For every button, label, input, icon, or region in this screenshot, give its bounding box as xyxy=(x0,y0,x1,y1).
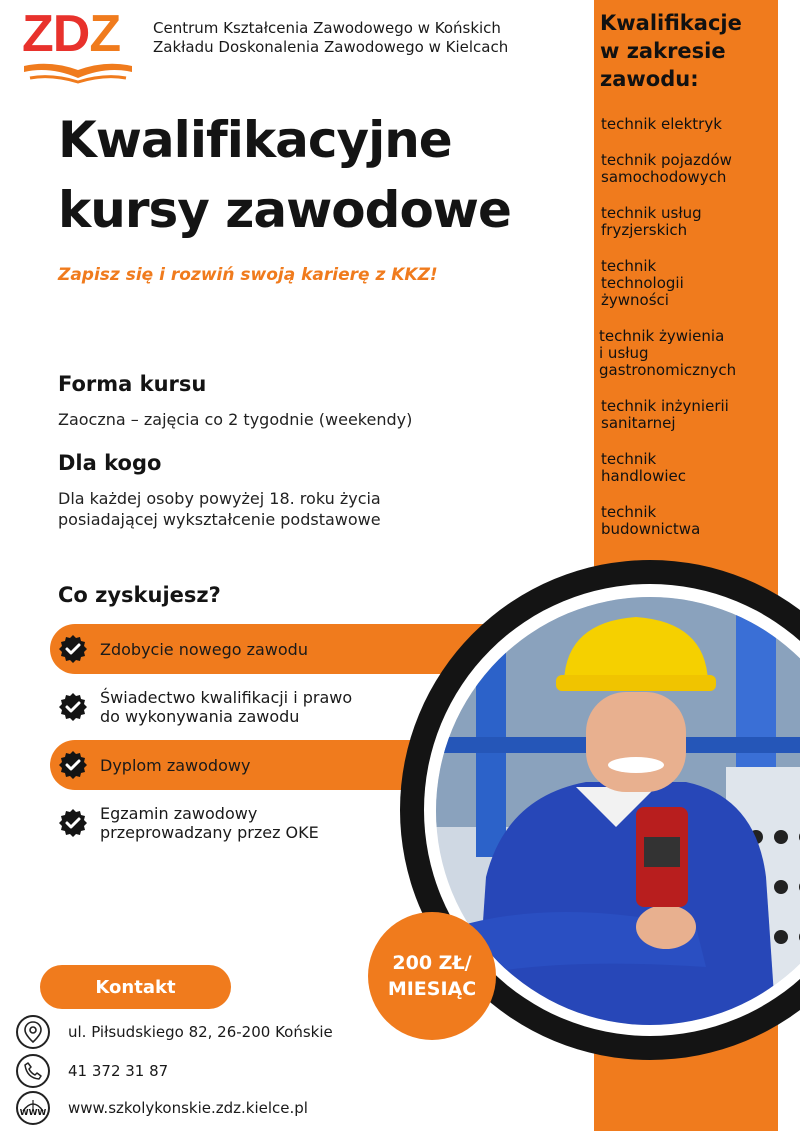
benefit-line: Zdobycie nowego zawodu xyxy=(100,639,308,659)
qualification-item: technik technologii żywności xyxy=(601,257,684,309)
benefit-line: do wykonywania zawodu xyxy=(100,707,300,726)
benefit-item xyxy=(50,740,410,790)
benefit-text xyxy=(100,640,308,659)
page-title xyxy=(58,105,511,245)
title-line-1: Kwalifikacyjne xyxy=(58,111,452,169)
qualification-item: technik żywienia i usług gastronomicznych xyxy=(599,327,737,379)
qualification-item: technik usług fryzjerskich xyxy=(601,204,702,239)
zdz-logo xyxy=(22,5,140,82)
forma-text: Zaoczna – zajęcia co 2 tygodnie (weekendy) xyxy=(58,410,413,429)
logo-text: ZDZ xyxy=(22,5,121,63)
benefits-heading: Co zyskujesz? xyxy=(58,583,221,607)
org-line-2: Zakładu Doskonalenia Zawodowego w Kielcach xyxy=(153,38,509,56)
www-icon-label: WWW xyxy=(19,1108,47,1117)
qualifications-title-line: zawodu: xyxy=(600,67,699,91)
benefit-line: Świadectwo kwalifikacji i prawo xyxy=(100,688,353,707)
price-badge xyxy=(368,912,496,1040)
qualifications-title xyxy=(600,9,780,93)
benefit-item xyxy=(50,798,450,848)
check-icon xyxy=(58,750,88,780)
dla-kogo-heading: Dla kogo xyxy=(58,451,162,475)
address-row xyxy=(16,1015,333,1049)
qualifications-title-line: w zakresie xyxy=(600,39,726,63)
tagline: Zapisz się i rozwiń swoją karierę z KKZ! xyxy=(58,265,438,285)
benefit-text xyxy=(100,804,319,842)
qualification-item: technik budownictwa xyxy=(601,503,701,538)
dla-kogo-text xyxy=(58,488,381,530)
qualification-item: technik handlowiec xyxy=(601,450,686,485)
location-pin-icon xyxy=(16,1015,50,1049)
org-line-1: Centrum Kształcenia Zawodowego w Końskich xyxy=(153,19,501,37)
qualification-item: technik pojazdów samochodowych xyxy=(601,151,732,186)
website-link[interactable]: www.szkolykonskie.zdz.kielce.pl xyxy=(68,1099,308,1117)
benefit-item xyxy=(50,624,494,674)
title-line-2: kursy zawodowe xyxy=(58,181,511,239)
price-period: MIESIĄC xyxy=(387,978,477,1000)
dla-kogo-line-1: Dla każdej osoby powyżej 18. roku życia xyxy=(58,489,381,508)
book-icon xyxy=(22,60,134,90)
benefit-text xyxy=(100,688,352,726)
qualifications-list xyxy=(601,116,781,557)
benefit-line: Dyplom zawodowy xyxy=(100,755,251,775)
phone-icon xyxy=(16,1054,50,1088)
phone-text[interactable]: 41 372 31 87 xyxy=(68,1062,169,1080)
qualification-item: technik elektryk xyxy=(601,115,722,133)
phone-row xyxy=(16,1054,168,1088)
benefit-line: Egzamin zawodowy xyxy=(100,804,258,823)
www-row xyxy=(16,1091,308,1125)
dla-kogo-line-2: posiadającej wykształcenie podstawowe xyxy=(58,510,381,529)
benefit-line: przeprowadzany przez OKE xyxy=(100,823,319,842)
check-icon xyxy=(58,692,88,722)
forma-heading: Forma kursu xyxy=(58,372,207,396)
address-text: ul. Piłsudskiego 82, 26-200 Końskie xyxy=(68,1023,333,1041)
globe-icon xyxy=(16,1091,50,1125)
organization-name xyxy=(153,19,508,57)
qualifications-title-line: Kwalifikacje xyxy=(600,11,742,35)
check-icon xyxy=(58,808,88,838)
qualification-item: technik inżynierii sanitarnej xyxy=(601,397,729,432)
benefit-text xyxy=(100,756,250,775)
contact-button[interactable]: Kontakt xyxy=(40,965,231,1009)
check-icon xyxy=(58,634,88,664)
price-amount: 200 ZŁ/ xyxy=(392,952,472,974)
